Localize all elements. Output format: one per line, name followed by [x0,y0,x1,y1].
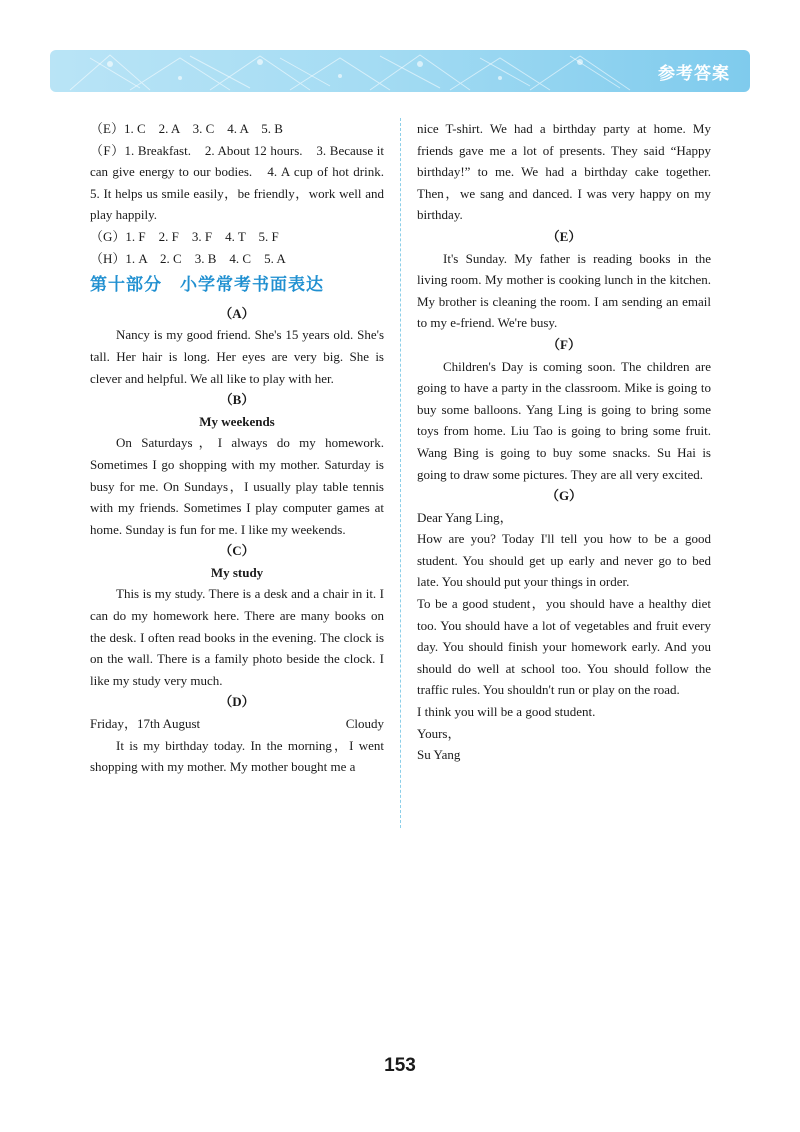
letter-paragraph-2: To be a good student，you should have a healthy diet too. You should have a lot of vegetables and fruit every day. You should finish your homework early. And you should do well at school too. You should follow the traffic rules. You shouldn't run or play on the road. [417,596,711,698]
column-divider [400,118,401,828]
essay-f-text: Children's Day is coming soon. The children are going to have a party in the classroom. Mike is going to buy some balloons. Yang Ling is going to bring some toys from home. Liu Tao is going to bring some fruit. Wang Bing is going to buy some snacks. Su Hai is going to draw some pictures. They are all very excited. [417,358,711,482]
letter-paragraph-3: I think you will be a good student. [417,704,596,720]
answer-line-e: （E）1. C 2. A 3. C 4. A 5. B [90,121,283,136]
diary-header [90,713,384,735]
essay-e-label: （E） [546,228,582,244]
answer-line-f: （F）1. Breakfast. 2. About 12 hours. 3. Because it can give energy to our bodies. 4. A cup of hot drink. 5. It helps us smile easily，be friendly，work well and play happily. [90,142,398,223]
letter-greeting: Dear Yang Ling， [417,509,513,525]
diary-weather: Cloudy [345,716,384,732]
essay-b-label: （B） [219,392,255,408]
answer-line-h: （H）1. A 2. C 3. B 4. C 5. A [90,250,286,266]
essay-c-title: My study [210,564,264,580]
letter-paragraph-1: How are you? Today I'll tell you how to be a good student. You should get up early and never go to bed late. You should put your things in order. [417,531,711,590]
answer-line-g: （G）1. F 2. F 3. F 4. T 5. F [90,228,279,244]
essay-g-label: （G） [545,488,583,504]
essay-d-label: （D） [219,694,255,710]
right-column [417,118,711,766]
essay-d-continued: nice T-shirt. We had a birthday party at home. My friends gave me a lot of presents. They said “Happy birthday!” to me. We had a birthday cake together. Then，we sang and danced. I was very happy on my birthday. [417,121,711,223]
letter-closing: Yours， [417,725,461,741]
section-title: 第十部分 小学常考书面表达 [90,275,324,296]
essay-b-text: On Saturdays，I always do my homework. Sometimes I go shopping with my mother. Saturday is busy for me. On Sundays，I usually play table tennis with my friends. Sometimes I play computer games at home. Sunday is fun for me. I like my weekends. [90,435,384,537]
essay-b-title: My weekends [199,413,275,429]
page-number: 153 [384,1055,416,1076]
diary-date: Friday，17th August [90,716,201,732]
essay-c-text: This is my study. There is a desk and a chair in it. I can do my homework here. There are many books on the desk. I often read books in the evening. The clock is on the wall. There is a family photo beside the clock. I like my study very much. [90,586,384,688]
essay-a-text: Nancy is my good friend. She's 15 years old. She's tall. Her hair is long. Her eyes are very big. She is clever and helpful. We all like to play with her. [90,327,384,386]
header-title: 参考答案 [658,64,730,84]
essay-d-text: It is my birthday today. In the morning，I went shopping with my mother. My mother bought me a [90,737,384,775]
letter-signature: Su Yang [417,747,461,763]
essay-e-text: It's Sunday. My father is reading books in the living room. My mother is cooking lunch in the kitchen. My brother is cleaning the room. I am sending an email to my e-friend. We're busy. [417,250,711,331]
banner-pattern [50,50,750,92]
essay-c-label: （C） [219,543,255,559]
essay-f-label: （F） [547,336,581,352]
essay-a-label: （A） [219,305,255,321]
header-banner [50,50,750,92]
left-column [90,118,398,778]
